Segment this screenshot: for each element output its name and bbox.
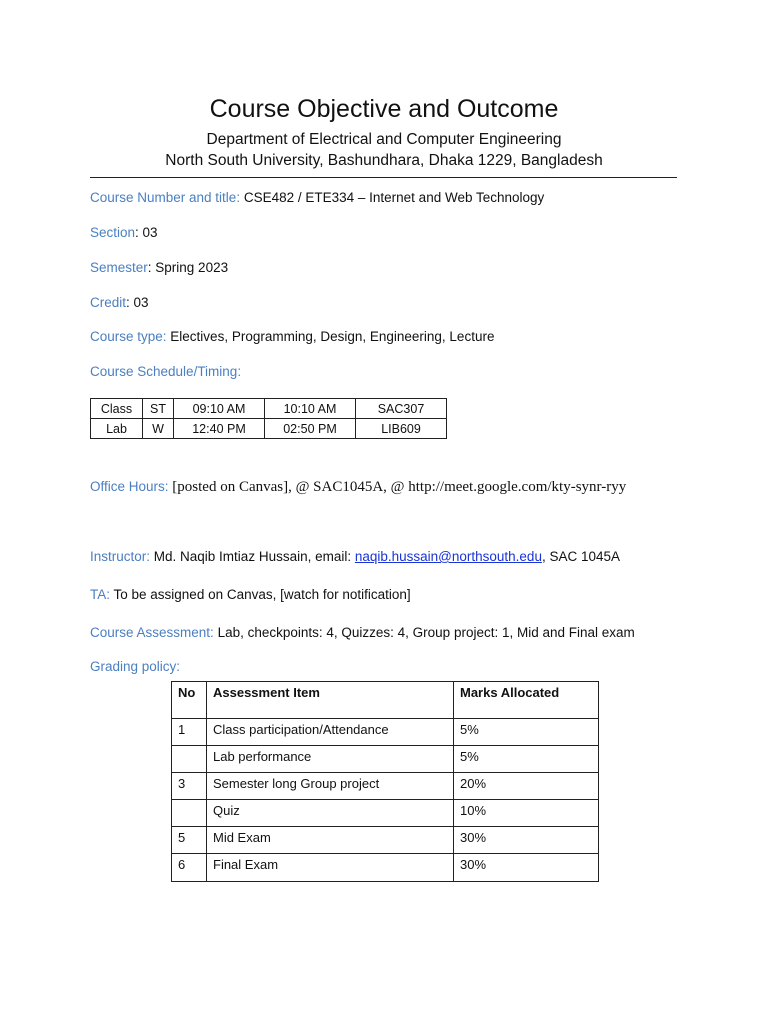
table-cell: 20% [454,773,599,800]
table-cell: 30% [454,827,599,854]
table-row [172,719,599,746]
table-cell: Semester long Group project [207,773,454,800]
table-row [172,746,599,773]
table-cell: 12:40 PM [174,419,265,439]
section-value: : 03 [135,225,158,240]
table-row [172,773,599,800]
schedule-table [90,398,447,439]
course-type-label: Course type: [90,329,167,344]
table-cell: LIB609 [356,419,447,439]
course-type-field [90,329,494,344]
table-cell: 1 [172,719,207,746]
schedule-label: Course Schedule/Timing: [90,364,242,379]
department-name: Department of Electrical and Computer Engineering [206,131,562,148]
grading-table [171,681,599,882]
semester-value: : Spring 2023 [147,260,229,275]
table-row [172,854,599,882]
course-number-field [90,190,544,205]
table-cell: 5 [172,827,207,854]
university-address: North South University, Bashundhara, Dhaka 1229, Bangladesh [165,152,603,169]
office-hours-label: Office Hours: [90,479,169,494]
grading-field [90,659,180,674]
office-hours-value: [posted on Canvas], @ SAC1045A, @ http://meet.google.com/kty-synr-ryy [168,479,627,495]
instructor-label: Instructor: [90,549,151,564]
instructor-email-link[interactable]: naqib.hussain@northsouth.edu [354,549,542,564]
table-header-row [172,682,599,719]
table-cell: 30% [454,854,599,882]
column-header: Marks Allocated [454,682,599,719]
course-number-value: CSE482 / ETE334 – Internet and Web Technology [240,190,545,205]
assessment-label: Course Assessment: [90,625,214,640]
table-cell: Lab performance [207,746,454,773]
ta-field [90,587,411,602]
table-cell: 6 [172,854,207,882]
section-field [90,225,158,240]
course-number-label: Course Number and title: [90,190,241,205]
office-hours-field [90,476,690,498]
credit-value: : 03 [126,295,149,310]
page-title: Course Objective and Outcome [209,95,559,123]
table-cell: SAC307 [356,399,447,419]
table-row [172,827,599,854]
assessment-value: Lab, checkpoints: 4, Quizzes: 4, Group project: 1, Mid and Final exam [213,625,635,640]
table-cell: Final Exam [207,854,454,882]
table-cell: Mid Exam [207,827,454,854]
table-cell [172,746,207,773]
column-header: Assessment Item [207,682,454,719]
schedule-field [90,364,241,379]
table-cell: 5% [454,719,599,746]
table-cell: 10:10 AM [265,399,356,419]
table-cell: Lab [91,419,143,439]
assessment-field [90,625,635,640]
table-cell: 02:50 PM [265,419,356,439]
table-cell: Class [91,399,143,419]
course-type-value: Electives, Programming, Design, Engineering, Lecture [166,329,495,344]
section-label: Section [90,225,136,240]
table-cell: 09:10 AM [174,399,265,419]
table-row [172,800,599,827]
table-cell [172,800,207,827]
table-cell: Class participation/Attendance [207,719,454,746]
table-row [91,399,447,419]
table-cell: 10% [454,800,599,827]
credit-field [90,295,149,310]
table-cell: W [143,419,174,439]
table-cell: Quiz [207,800,454,827]
column-header: No [172,682,207,719]
instructor-name: Md. Naqib Imtiaz Hussain, email: [150,549,355,564]
instructor-field [90,549,620,564]
ta-value: To be assigned on Canvas, [watch for notification] [110,587,411,602]
ta-label: TA: [90,587,110,602]
header-divider [90,177,677,178]
table-row [91,419,447,439]
semester-label: Semester [90,260,148,275]
credit-label: Credit [90,295,127,310]
instructor-room: , SAC 1045A [541,549,620,564]
table-cell: 5% [454,746,599,773]
grading-label: Grading policy: [90,659,181,674]
table-cell: 3 [172,773,207,800]
table-cell: ST [143,399,174,419]
semester-field [90,260,228,275]
